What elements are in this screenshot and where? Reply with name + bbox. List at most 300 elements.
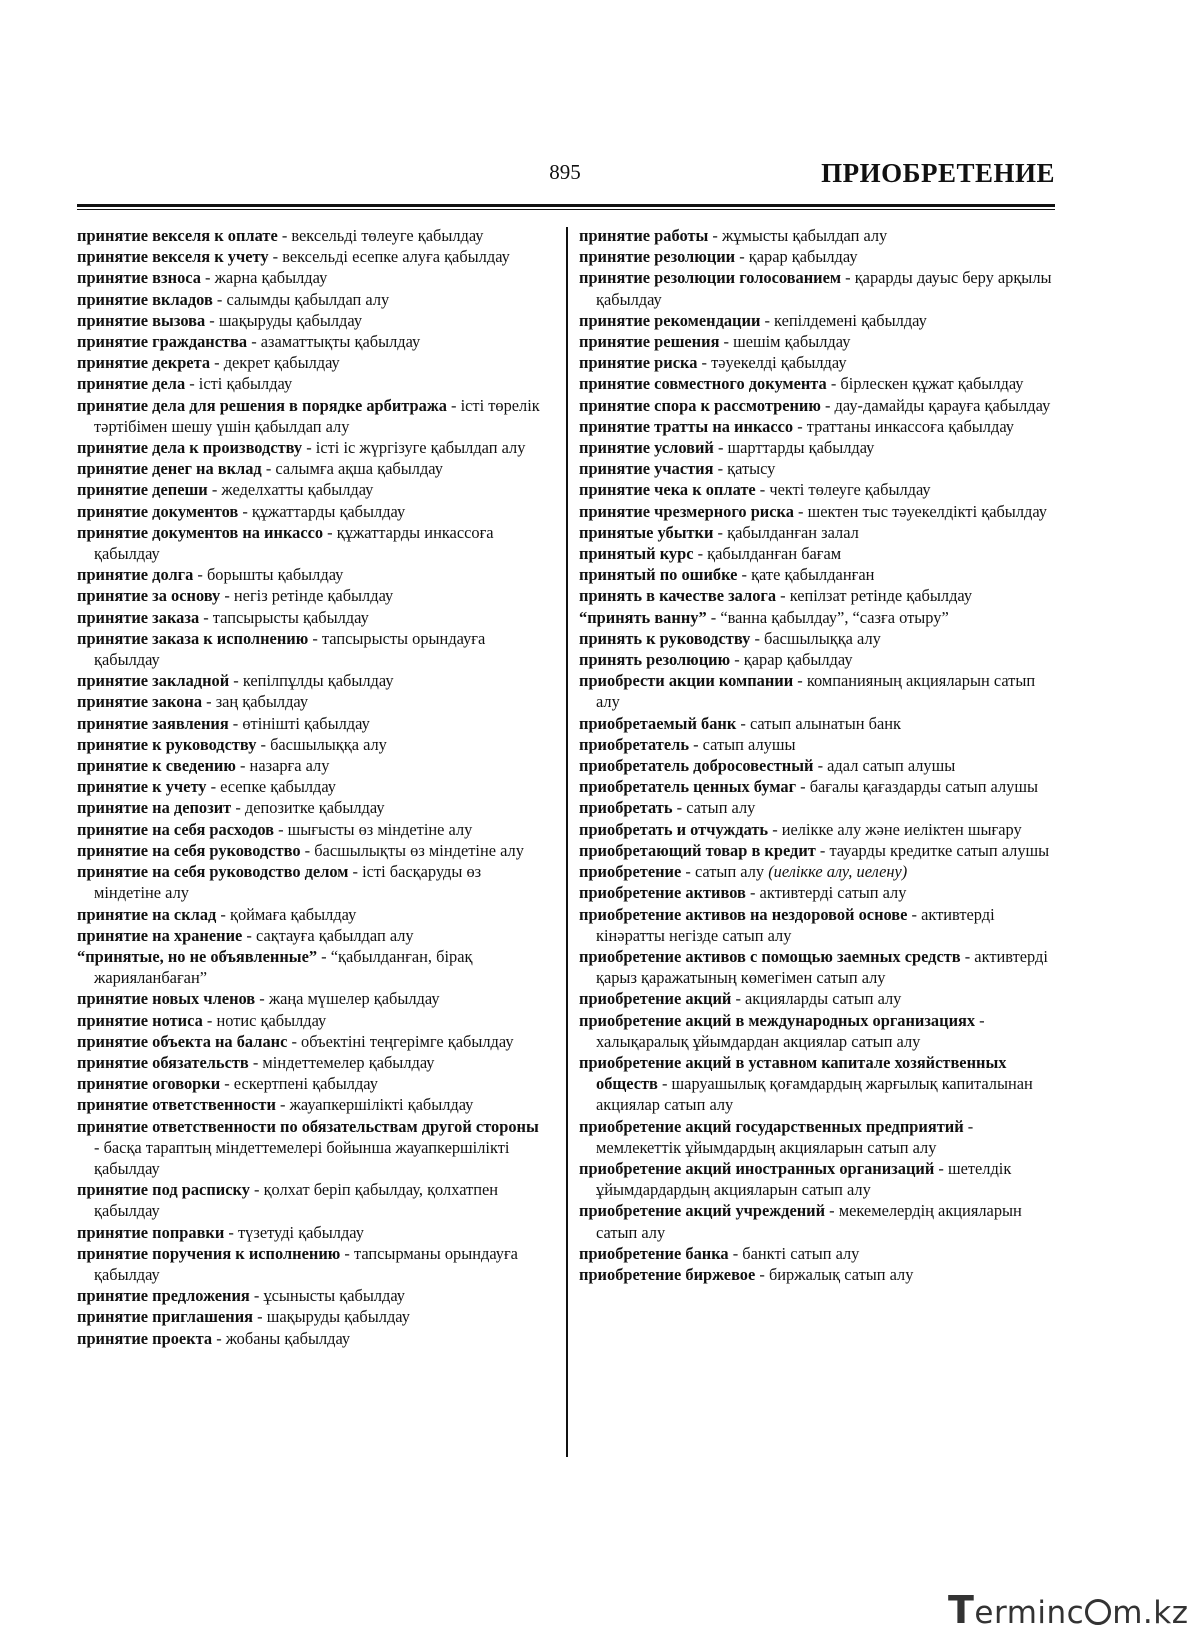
entry-term: “принятые, но не объявленные” [77,946,318,966]
entry-definition: шектен тыс тәуекелдікті қабылдау [807,501,1047,521]
entry-separator: - [793,501,808,521]
entry-separator: - [300,840,315,860]
entry-term: приобретение активов на нездоровой основе [579,904,908,924]
entry-term: принятие векселя к учету [77,247,269,267]
dictionary-entry [579,437,1055,458]
entry-definition: жауапкершілікті қабылдау [289,1095,474,1115]
entry-definition: мекемелердің акцияларын сатып алу [596,1201,1022,1242]
entry-definition: объектіні теңгерімге қабылдау [301,1031,514,1051]
header-rule-thin [77,209,1055,210]
dictionary-entry [579,946,1055,988]
entry-separator: - [963,1116,974,1136]
entry-definition: істі іс жүргізуге қабылдап алу [315,438,526,458]
entry-separator: - [755,480,770,500]
dictionary-entry [77,1179,543,1221]
entry-definition: “ванна қабылдау”, “сазға отыру” [720,607,949,627]
entry-separator: - [224,1222,238,1242]
entry-term: принятие декрета [77,353,211,373]
entry-separator: - [826,374,841,394]
entry-definition: тапсырманы орындауға қабылдау [94,1243,518,1284]
entry-definition: акцияларды сатып алу [745,989,902,1009]
dictionary-entry [77,310,543,331]
entry-separator: - [755,1264,769,1284]
entry-definition: басшылықты өз міндетіне алу [314,840,524,860]
dictionary-entry [579,861,1055,882]
dictionary-entry [579,628,1055,649]
dictionary-entry [579,734,1055,755]
entry-separator: - [255,989,269,1009]
dictionary-entry [77,1243,543,1285]
entry-term: принятие объекта на баланс [77,1031,288,1051]
entry-definition: істі төрелік тәртібімен шешу үшін қабылдап алу [94,395,540,436]
logo-text-start: erminc [974,1595,1085,1631]
entry-separator: - [287,1031,302,1051]
dictionary-entry [579,904,1055,946]
entry-separator: - [302,438,316,458]
entry-term: принятие гражданства [77,332,248,352]
dictionary-entry [579,373,1055,394]
dictionary-entry [579,1243,1055,1264]
entry-definition: өтінішті қабылдау [242,713,370,733]
dictionary-entry [77,819,543,840]
entry-term: принятие взноса [77,268,201,288]
entry-definition: қарар қабылдау [743,650,853,670]
entry-separator: - [745,883,760,903]
entry-definition: депозитке қабылдау [244,798,385,818]
entry-term: принятие вызова [77,310,206,330]
entry-separator: - [308,628,322,648]
entry-separator: - [235,756,250,776]
entry-term: принятие на себя руководство делом [77,862,349,882]
entry-separator: - [934,1158,948,1178]
entry-term: приобретатель [579,734,689,754]
dictionary-entry [77,840,543,861]
right-column [579,225,1055,1285]
entry-term: принятие резолюции [579,247,736,267]
entry-definition: ұсынысты қабылдау [263,1286,405,1306]
entry-definition: иелікке алу және иеліктен шығару [781,819,1022,839]
entry-term: принятие закона [77,692,203,712]
dictionary-entry [77,861,543,903]
entry-term: приобретатель добросовестный [579,756,814,776]
dictionary-entry [579,564,1055,585]
entry-separator: - [249,1286,264,1306]
entry-definition: шарттарды қабылдау [727,438,875,458]
entry-definition: сатып алу [694,862,769,882]
entry-definition: негіз ретінде қабылдау [233,586,394,606]
entry-term: приобретение акций в уставном капитале хозяйственных обществ [579,1052,1007,1094]
entry-term: принятие на склад [77,904,217,924]
entry-separator: - [719,332,734,352]
dictionary-entry [77,734,543,755]
entry-separator: - [760,310,775,330]
dictionary-entry [579,522,1055,543]
entry-separator: - [193,565,207,585]
entry-separator: - [216,904,230,924]
entry-term: принятие к учету [77,777,207,797]
dictionary-entry [77,1116,543,1180]
entry-term: принятие к сведению [77,756,236,776]
entry-definition: ескертпені қабылдау [233,1074,378,1094]
entry-term: приобретение активов [579,883,746,903]
entry-definition: траттаны инкассоға қабылдау [806,416,1014,436]
entry-term: принятый курс [579,544,694,564]
entry-separator: - [268,247,283,267]
dictionary-entry [579,585,1055,606]
entry-separator: - [277,226,292,245]
entry-definition: тауарды кредитке сатып алушы [829,840,1050,860]
entry-term: принятый по ошибке [579,565,738,585]
entry-separator: - [730,650,744,670]
entry-term: приобретение биржевое [579,1264,756,1284]
dictionary-entry [579,310,1055,331]
dictionary-entry [579,543,1055,564]
entry-separator: - [238,501,252,521]
entry-separator: - [975,1010,985,1030]
entry-term: приобрести акции компании [579,671,794,691]
entry-term: принятие обязательств [77,1052,249,1072]
entry-definition: биржалық сатып алу [768,1264,914,1284]
entry-definition: бағалы қағаздарды сатып алушы [809,777,1038,797]
section-title: ПРИОБРЕТЕНИЕ [821,158,1055,188]
dictionary-entry [77,1306,543,1327]
entry-term: принятие новых членов [77,989,256,1009]
entry-term: принятие поручения к исполнению [77,1243,341,1263]
dictionary-entry [77,755,543,776]
entry-definition: басшылыққа алу [270,734,387,754]
entry-definition: қате қабылданған [751,565,875,585]
entry-definition: қабылданған залал [727,522,859,542]
dictionary-entry [579,840,1055,861]
entry-term: принятие на хранение [77,925,243,945]
logo-letter-t: T [948,1588,975,1632]
entry-term: принятие депеши [77,480,208,500]
dictionary-entry [77,373,543,394]
entry-definition: қолхат беріп қабылдау, қолхатпен қабылдау [94,1180,499,1221]
entry-definition: сатып алу [686,798,756,818]
left-column [77,225,543,1349]
dictionary-entry [77,1094,543,1115]
entry-definition: вексельді төлеуге қабылдау [291,226,484,245]
entry-definition: кепілзат ретінде қабылдау [789,586,973,606]
entry-term: принятие тратты на инкассо [579,416,794,436]
entry-separator: - [228,713,243,733]
dictionary-entry [77,1328,543,1349]
entry-definition: басшылыққа алу [764,628,881,648]
entry-separator: - [815,840,830,860]
entry-term: принятие поправки [77,1222,225,1242]
entry-separator: - [274,819,288,839]
entry-definition: вексельді есепке алуға қабылдау [282,247,510,267]
entry-definition: шығысты өз міндетіне алу [287,819,473,839]
entry-term: приобретать [579,798,673,818]
entry-term: принятие вкладов [77,289,213,309]
entry-separator: - [713,459,728,479]
entry-term: приобретатель ценных бумаг [579,777,797,797]
entry-separator: - [207,480,222,500]
entry-definition: басқа тараптың міндеттемелері бойынша жауапкершілікті қабылдау [94,1137,510,1178]
entry-separator: - [776,586,790,606]
entry-term: приобретение акций государственных предприятий [579,1116,964,1136]
entry-definition: жұмысты қабылдап алу [721,226,888,245]
entry-definition: істі басқаруды өз міндетіне алу [94,862,482,903]
dictionary-entry [77,904,543,925]
dictionary-entry [579,670,1055,712]
dictionary-entry [77,670,543,691]
entry-separator: - [735,247,749,267]
dictionary-entry [77,628,543,670]
entry-separator: - [841,268,855,288]
dictionary-entry [77,479,543,500]
dictionary-entry [579,988,1055,1009]
entry-definition: шақыруды қабылдау [266,1307,410,1327]
dictionary-entry [77,522,543,564]
entry-definition: халықаралық ұйымдардан акциялар сатып алу [596,1031,921,1051]
dictionary-entry [77,1010,543,1031]
entry-separator: - [657,1074,672,1094]
entry-term: принятие условий [579,438,714,458]
entry-separator: - [249,1180,264,1200]
entry-definition: жаңа мүшелер қабылдау [268,989,440,1009]
entry-term: принятие оговорки [77,1074,221,1094]
dictionary-entry [579,501,1055,522]
entry-term: принятие за основу [77,586,221,606]
entry-term: приобретение акций иностранных организаций [579,1158,935,1178]
dictionary-entry [579,225,1055,246]
dictionary-entry [77,501,543,522]
entry-term: принятие дела [77,374,186,394]
entry-separator: - [199,607,213,627]
entry-separator: - [681,862,695,882]
entry-separator: - [689,734,703,754]
dictionary-entry [579,1116,1055,1158]
entry-definition: тәуекелді қабылдау [711,353,847,373]
entry-term: принятие чека к оплате [579,480,756,500]
entry-term: принятие дела для решения в порядке арбитража [77,395,447,415]
entry-separator: - [750,628,765,648]
entry-definition: азаматтықты қабылдау [260,332,421,352]
entry-definition: құжаттарды инкассоға қабылдау [94,522,494,564]
entry-definition: қабылданған бағам [707,544,842,564]
entry-term: приобретение активов с помощью заемных средств [579,946,961,966]
entry-term: принятие денег на вклад [77,459,262,479]
dictionary-entry [579,776,1055,797]
entry-term: приобретать и отчуждать [579,819,769,839]
entry-definition: жобаны қабылдау [225,1328,351,1348]
dictionary-entry [77,776,543,797]
dictionary-entry [579,607,1055,628]
entry-separator: - [205,310,219,330]
dictionary-entry [77,564,543,585]
entry-separator: - [672,798,687,818]
entry-definition: активтерді сатып алу [759,883,907,903]
entry-definition: құжаттарды қабылдау [251,501,406,521]
entry-separator: - [706,607,721,627]
dictionary-entry [77,797,543,818]
dictionary-entry [579,1010,1055,1052]
entry-definition: түзетуді қабылдау [237,1222,364,1242]
header-rule-thick [77,204,1055,207]
entry-definition: шешім қабылдау [733,332,851,352]
dictionary-entry [77,988,543,1009]
entry-term: принятие закладной [77,671,230,691]
entry-term: приобретение акций в международных организациях [579,1010,976,1030]
dictionary-entry [77,925,543,946]
entry-definition: декрет қабылдау [223,353,340,373]
entry-term: приобретение акций учреждений [579,1201,826,1221]
entry-separator: - [713,438,728,458]
dictionary-entry [579,331,1055,352]
entry-term: “принять ванну” [579,607,707,627]
entry-separator: - [231,798,245,818]
entry-term: принятие на себя расходов [77,819,275,839]
entry-separator: - [229,671,243,691]
entry-term: приобретение банка [579,1243,729,1263]
entry-separator: - [736,713,750,733]
entry-definition: салымға ақша қабылдау [275,459,443,479]
entry-term: принятие долга [77,565,194,585]
dictionary-entry [77,946,543,988]
entry-definition: есепке қабылдау [220,777,337,797]
dictionary-entry [77,267,543,288]
entry-separator: - [796,777,810,797]
dictionary-entry [77,225,543,246]
entry-definition: активтерді қарыз қаражатының көмегімен сатып алу [596,946,1048,988]
entry-separator: - [323,522,337,542]
entry-separator: - [960,946,975,966]
dictionary-entry [579,479,1055,500]
dictionary-entry [579,882,1055,903]
page-number: 895 [549,160,581,184]
entry-separator: - [793,416,807,436]
entry-separator: - [242,925,256,945]
entry-separator: - [768,819,782,839]
entry-separator: - [247,332,261,352]
dictionary-entry [77,395,543,437]
entry-definition: адал сатып алушы [827,756,956,776]
dictionary-entry [77,1073,543,1094]
entry-separator: - [693,544,708,564]
entry-separator: - [728,1243,743,1263]
entry-separator: - [202,692,216,712]
entry-term: принятие совместного документа [579,374,827,394]
entry-separator: - [708,226,722,245]
entry-definition: міндеттемелер қабылдау [262,1052,435,1072]
entry-definition: сақтауға қабылдап алу [255,925,414,945]
entry-definition: сатып алынатын банк [749,713,901,733]
dictionary-entry [579,755,1055,776]
dictionary-entry [579,649,1055,670]
entry-definition: шаруашылық қоғамдардың жарғылық капиталынан акциялар сатып алу [596,1074,1033,1115]
entry-term: принятие работы [579,226,709,245]
entry-separator: - [94,1137,104,1157]
entry-separator: - [820,395,835,415]
entry-term: принятие векселя к оплате [77,226,278,245]
entry-definition: кепілпұлды қабылдау [242,671,394,691]
entry-definition: тапсырысты қабылдау [212,607,369,627]
entry-definition: “қабылданған, бірақ жарияланбаған” [94,946,473,988]
entry-definition: бірлескен құжат қабылдау [840,374,1024,394]
entry-definition: заң қабылдау [215,692,309,712]
entry-term: принятие заказа [77,607,200,627]
entry-term: приобретение акций [579,989,732,1009]
entry-term: принятие предложения [77,1286,250,1306]
entry-separator: - [261,459,276,479]
entry-definition: қарарды дауыс беру арқылы қабылдау [596,268,1052,309]
entry-term: принятие к руководству [77,734,257,754]
entry-separator: - [256,734,271,754]
dictionary-entry [579,267,1055,309]
entry-separator: - [446,395,461,415]
entry-definition: назарға алу [249,756,330,776]
entry-term: принятие приглашения [77,1307,254,1327]
entry-separator: - [737,565,752,585]
entry-note: (иелікке алу, иелену) [768,862,908,882]
entry-definition: жарна қабылдау [214,268,328,288]
entry-term: принятие документов на инкассо [77,522,324,542]
termincom-logo [948,1588,1188,1632]
entry-term: приобретение [579,862,682,882]
dictionary-entry [579,416,1055,437]
dictionary-entry [579,246,1055,267]
dictionary-entry [579,1200,1055,1242]
entry-definition: сатып алушы [702,734,796,754]
dictionary-entry [77,1052,543,1073]
entry-separator: - [813,756,828,776]
entry-separator: - [348,862,363,882]
entry-definition: активтерді кінәратты негізде сатып алу [596,904,995,945]
dictionary-entry [579,1052,1055,1116]
entry-separator: - [212,289,227,309]
dictionary-entry [579,1264,1055,1285]
dictionary-entry [77,691,543,712]
entry-separator: - [210,353,224,373]
entry-term: приобретающий товар в кредит [579,840,816,860]
dictionary-entry [77,607,543,628]
entry-separator: - [825,1201,839,1221]
entry-definition: нотис қабылдау [216,1010,327,1030]
dictionary-entry [77,713,543,734]
entry-term: принятие ответственности по обязательствам другой стороны [77,1116,539,1136]
entry-definition: тапсырысты орындауға қабылдау [94,628,486,670]
entry-separator: - [185,374,199,394]
entry-definition: шақыруды қабылдау [218,310,363,330]
entry-term: принятие чрезмерного риска [579,501,794,521]
entry-term: принятые убытки [579,522,714,542]
dictionary-entry [77,585,543,606]
entry-term: принятие резолюции голосованием [579,268,842,288]
entry-definition: дау-дамайды қарауға қабылдау [834,395,1051,415]
dictionary-entry [579,352,1055,373]
entry-separator: - [317,946,331,966]
entry-definition: істі қабылдау [198,374,293,394]
dictionary-entry [579,713,1055,734]
dictionary-entry [77,1222,543,1243]
entry-term: принятие риска [579,353,698,373]
dictionary-entry [579,1158,1055,1200]
entry-definition: қоймаға қабылдау [229,904,357,924]
dictionary-entry [77,331,543,352]
column-divider [566,227,568,1457]
entry-term: принятие на себя руководство [77,840,301,860]
entry-term: принятие решения [579,332,720,352]
entry-term: принятие проекта [77,1328,213,1348]
entry-term: принятие спора к рассмотрению [579,395,821,415]
entry-definition: жеделхатты қабылдау [221,480,374,500]
entry-term: принятие документов [77,501,239,521]
dictionary-entry [77,1285,543,1306]
entry-definition: шетелдік ұйымдардардың акцияларын сатып алу [596,1158,1012,1200]
